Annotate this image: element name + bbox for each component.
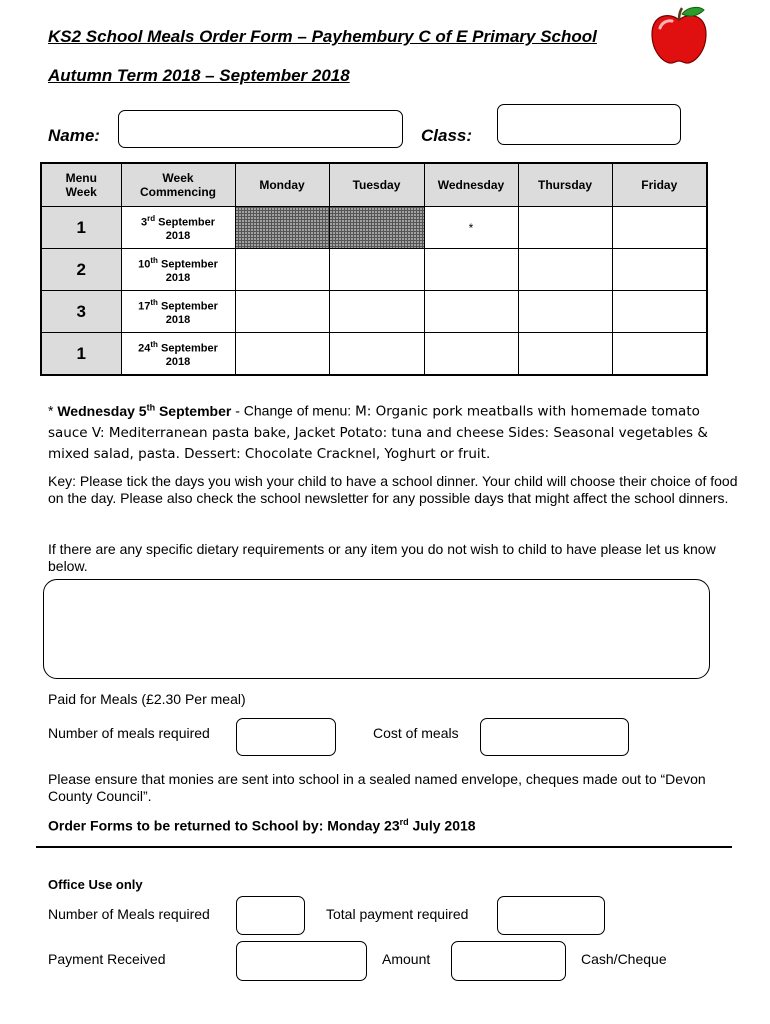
menu-week-cell: 3	[41, 291, 121, 333]
return-deadline: Order Forms to be returned to School by: Monday 23rd July 2018	[48, 817, 476, 834]
friday-cell[interactable]	[612, 249, 707, 291]
tuesday-cell[interactable]	[329, 291, 424, 333]
header-monday: Monday	[235, 163, 329, 207]
number-of-meals-field[interactable]	[236, 718, 336, 756]
menu-week-cell: 1	[41, 333, 121, 376]
wednesday-cell[interactable]	[424, 333, 518, 376]
cost-of-meals-field[interactable]	[480, 718, 629, 756]
table-row	[41, 291, 707, 333]
key-paragraph: Key: Please tick the days you wish your child to have a school dinner. Your child will choose their choice of food on the day. Please also check the school newsletter for any possible days that might affect the school dinners.	[48, 473, 738, 506]
class-label: Class:	[421, 126, 473, 145]
tuesday-cell-unavailable	[329, 207, 424, 249]
monies-instructions: Please ensure that monies are sent into school in a sealed named envelope, cheques made out to “Devon County Council”.	[48, 771, 706, 804]
week-commencing-cell: 17th September 2018	[121, 291, 235, 333]
week-commencing-cell: 24th September 2018	[121, 333, 235, 376]
dietary-paragraph: If there are any specific dietary requirements or any item you do not wish to child to have please let us know below.	[48, 541, 716, 574]
wednesday-cell[interactable]	[424, 291, 518, 333]
thursday-cell[interactable]	[518, 249, 612, 291]
tuesday-cell[interactable]	[329, 249, 424, 291]
total-payment-field[interactable]	[497, 896, 605, 935]
thursday-cell[interactable]	[518, 291, 612, 333]
class-field[interactable]	[497, 104, 681, 145]
header-wednesday: Wednesday	[424, 163, 518, 207]
tuesday-cell[interactable]	[329, 333, 424, 376]
payment-received-field[interactable]	[236, 941, 367, 981]
wednesday-cell[interactable]: *	[424, 207, 518, 249]
apple-icon	[648, 6, 710, 66]
office-number-of-meals-field[interactable]	[236, 896, 305, 935]
meals-table	[40, 162, 708, 376]
paid-for-meals-label: Paid for Meals (£2.30 Per meal)	[48, 691, 246, 707]
table-row	[41, 207, 707, 249]
number-of-meals-label: Number of meals required	[48, 725, 210, 741]
monday-cell[interactable]	[235, 291, 329, 333]
term-subtitle: Autumn Term 2018 – September 2018	[48, 66, 350, 85]
office-use-heading: Office Use only	[48, 877, 143, 892]
payment-received-label: Payment Received	[48, 951, 166, 967]
monday-cell[interactable]	[235, 249, 329, 291]
friday-cell[interactable]	[612, 207, 707, 249]
monday-cell[interactable]	[235, 333, 329, 376]
monday-cell-unavailable	[235, 207, 329, 249]
divider	[36, 846, 732, 848]
menu-week-cell: 2	[41, 249, 121, 291]
thursday-cell[interactable]	[518, 333, 612, 376]
friday-cell[interactable]	[612, 333, 707, 376]
table-header-row	[41, 163, 707, 207]
wednesday-cell[interactable]	[424, 249, 518, 291]
form-title: KS2 School Meals Order Form – Payhembury C of E Primary School	[48, 27, 597, 46]
friday-cell[interactable]	[612, 291, 707, 333]
amount-label: Amount	[382, 951, 431, 967]
header-week-commencing: Week Commencing	[121, 163, 235, 207]
header-thursday: Thursday	[518, 163, 612, 207]
name-label: Name:	[48, 126, 100, 145]
table-row	[41, 249, 707, 291]
amount-field[interactable]	[451, 941, 566, 981]
dietary-requirements-field[interactable]	[43, 579, 710, 679]
week-commencing-cell: 3rd September 2018	[121, 207, 235, 249]
header-friday: Friday	[612, 163, 707, 207]
menu-change-note: * Wednesday 5th September - Change of menu: M: Organic pork meatballs with homemade tomato sauce V: Mediterranean pasta bake, Jacket Potato: tuna and cheese Sides: Seasonal vegetables & mixed salad, pasta. Dessert: Chocolate Cracknel, Yoghurt or fruit.	[48, 402, 708, 462]
cost-of-meals-label: Cost of meals	[373, 725, 459, 741]
week-commencing-cell: 10th September 2018	[121, 249, 235, 291]
thursday-cell[interactable]	[518, 207, 612, 249]
cash-cheque-label: Cash/Cheque	[581, 951, 667, 967]
office-number-of-meals-label: Number of Meals required	[48, 906, 210, 922]
name-field[interactable]	[118, 110, 403, 148]
table-row	[41, 333, 707, 376]
header-menu-week: Menu Week	[41, 163, 121, 207]
menu-week-cell: 1	[41, 207, 121, 249]
header-tuesday: Tuesday	[329, 163, 424, 207]
total-payment-label: Total payment required	[326, 906, 469, 922]
